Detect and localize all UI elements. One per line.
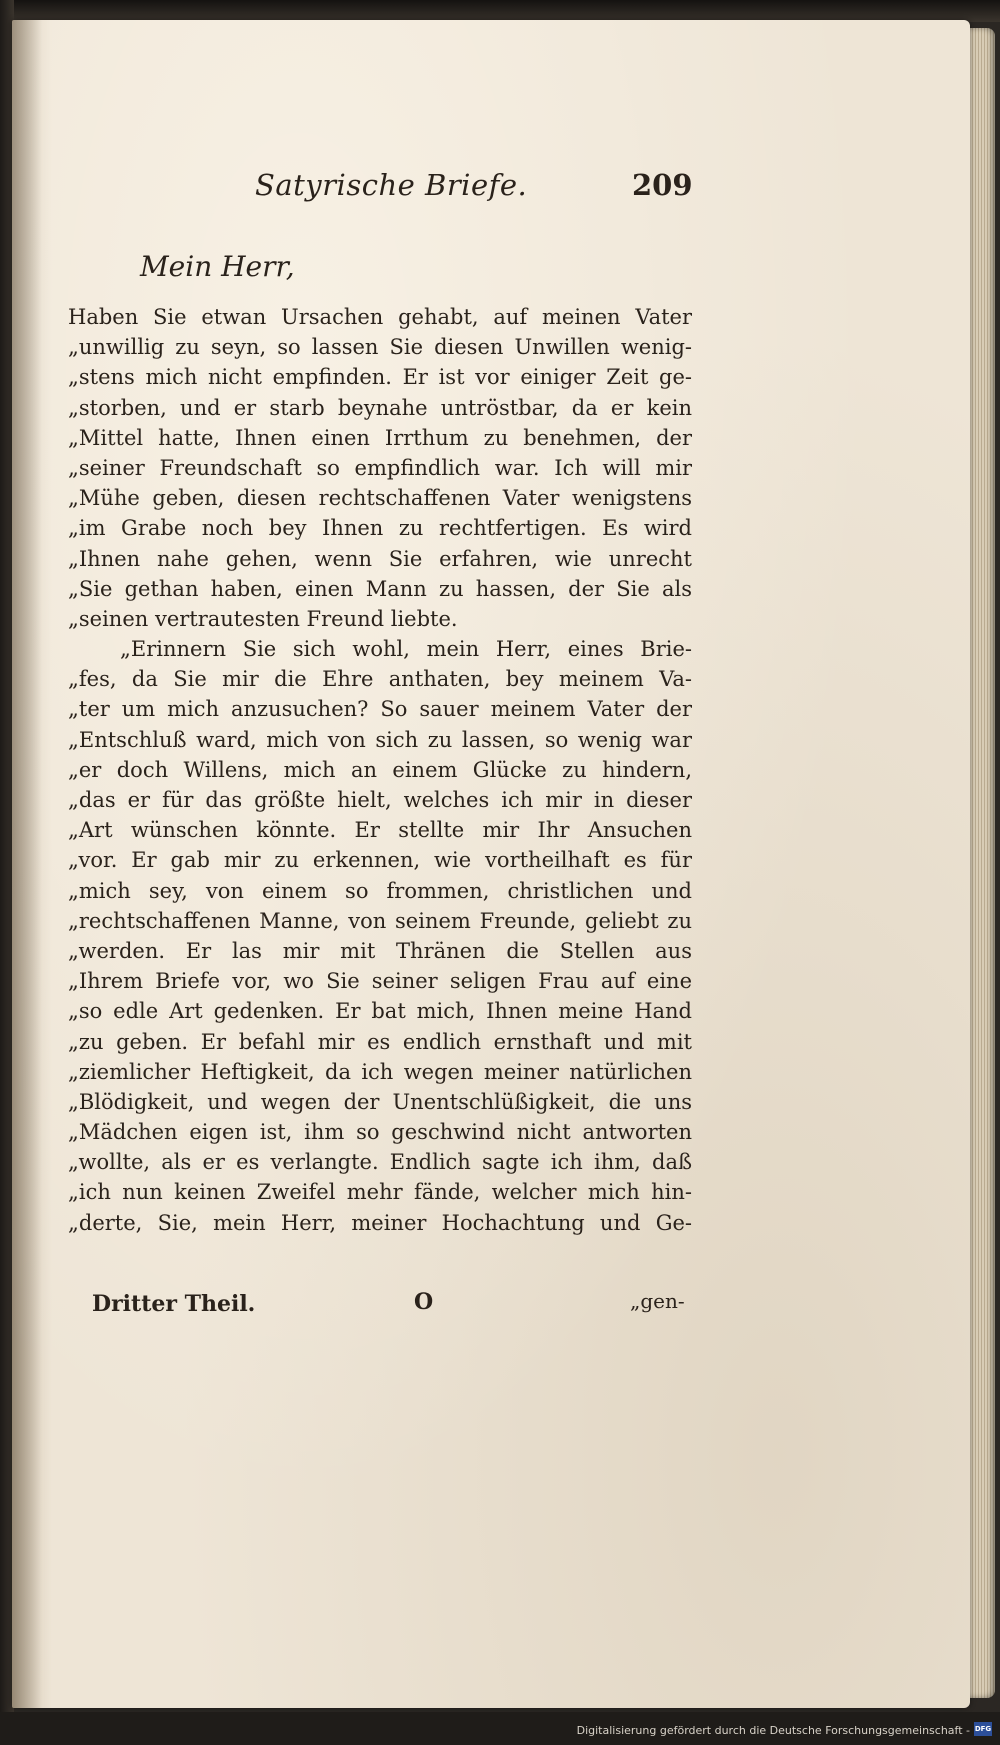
text-line: „ter um mich anzusuchen? So sauer meinem Vater der <box>68 697 692 722</box>
body-text <box>68 302 692 1238</box>
dfg-logo: DFG <box>974 1722 992 1736</box>
text-line: „Mühe geben, diesen rechtschaffenen Vater wenigstens <box>68 486 692 511</box>
text-line: „Ihrem Briefe vor, wo Sie seiner seligen Frau auf eine <box>68 969 692 994</box>
text-line: „storben, und er starb beynahe untröstbar, da er kein <box>68 395 692 420</box>
text-line: „Art wünschen könnte. Er stellte mir Ihr Ansuchen <box>68 818 692 843</box>
text-line: „fes, da Sie mir die Ehre anthaten, bey meinem Va- <box>68 667 692 692</box>
text-line: „zu geben. Er befahl mir es endlich ernsthaft und mit <box>68 1029 692 1054</box>
gutter-shadow <box>12 20 42 1708</box>
text-line: „Entschluß ward, mich von sich zu lassen, so wenig war <box>68 727 692 752</box>
text-line: „er doch Willens, mich an einem Glücke zu hindern, <box>68 757 692 782</box>
text-line: „Erinnern Sie sich wohl, mein Herr, eines Brie- <box>120 637 692 662</box>
text-line: „Mädchen eigen ist, ihm so geschwind nicht antworten <box>68 1120 692 1145</box>
salutation: Mein Herr, <box>140 250 295 283</box>
text-line: „das er für das größte hielt, welches ich mir in dieser <box>68 788 692 812</box>
text-line: „Blödigkeit, und wegen der Unentschlüßigkeit, die uns <box>68 1089 692 1114</box>
text-line: „rechtschaffenen Manne, von seinem Freunde, geliebt zu <box>68 908 692 933</box>
running-head: Satyrische Briefe. <box>255 168 528 202</box>
page-number: 209 <box>632 168 693 202</box>
text-line: „stens mich nicht empfinden. Er ist vor einiger Zeit ge- <box>68 365 692 390</box>
text-line: Haben Sie etwan Ursachen gehabt, auf meinen Vater <box>68 305 692 329</box>
text-line: „so edle Art gedenken. Er bat mich, Ihnen meine Hand <box>68 999 692 1024</box>
text-line: „ziemlicher Heftigkeit, da ich wegen meiner natürlichen <box>68 1059 692 1084</box>
text-line: „wollte, als er es verlangte. Endlich sagte ich ihm, daß <box>68 1150 692 1175</box>
text-line: „seinen vertrautesten Freund liebte. <box>68 606 458 631</box>
digitization-credit: Digitalisierung gefördert durch die Deutsche Forschungsgemeinschaft - <box>576 1724 970 1737</box>
text-line: „Sie gethan haben, einen Mann zu hassen, der Sie als <box>68 576 692 601</box>
signature-mark: O <box>414 1289 434 1315</box>
text-line: „unwillig zu seyn, so lassen Sie diesen Unwillen wenig- <box>68 335 692 360</box>
text-line: „mich sey, von einem so frommen, christlichen und <box>68 878 692 903</box>
text-line: „seiner Freundschaft so empfindlich war. Ich will mir <box>68 455 692 480</box>
catchword: „gen- <box>630 1289 685 1313</box>
text-line: „ich nun keinen Zweifel mehr fände, welcher mich hin- <box>68 1180 692 1205</box>
text-line: „vor. Er gab mir zu erkennen, wie vortheilhaft es für <box>68 848 692 873</box>
text-line: „Ihnen nahe gehen, wenn Sie erfahren, wie unrecht <box>68 546 692 571</box>
text-line: „im Grabe noch bey Ihnen zu rechtfertigen. Es wird <box>68 516 692 541</box>
signature-line: Dritter Theil. <box>92 1291 256 1317</box>
text-line: „werden. Er las mir mit Thränen die Stellen aus <box>68 938 692 963</box>
text-line: „Mittel hatte, Ihnen einen Irrthum zu benehmen, der <box>68 425 692 450</box>
text-line: „derte, Sie, mein Herr, meiner Hochachtung und Ge- <box>68 1210 692 1235</box>
top-edge <box>0 0 1000 22</box>
